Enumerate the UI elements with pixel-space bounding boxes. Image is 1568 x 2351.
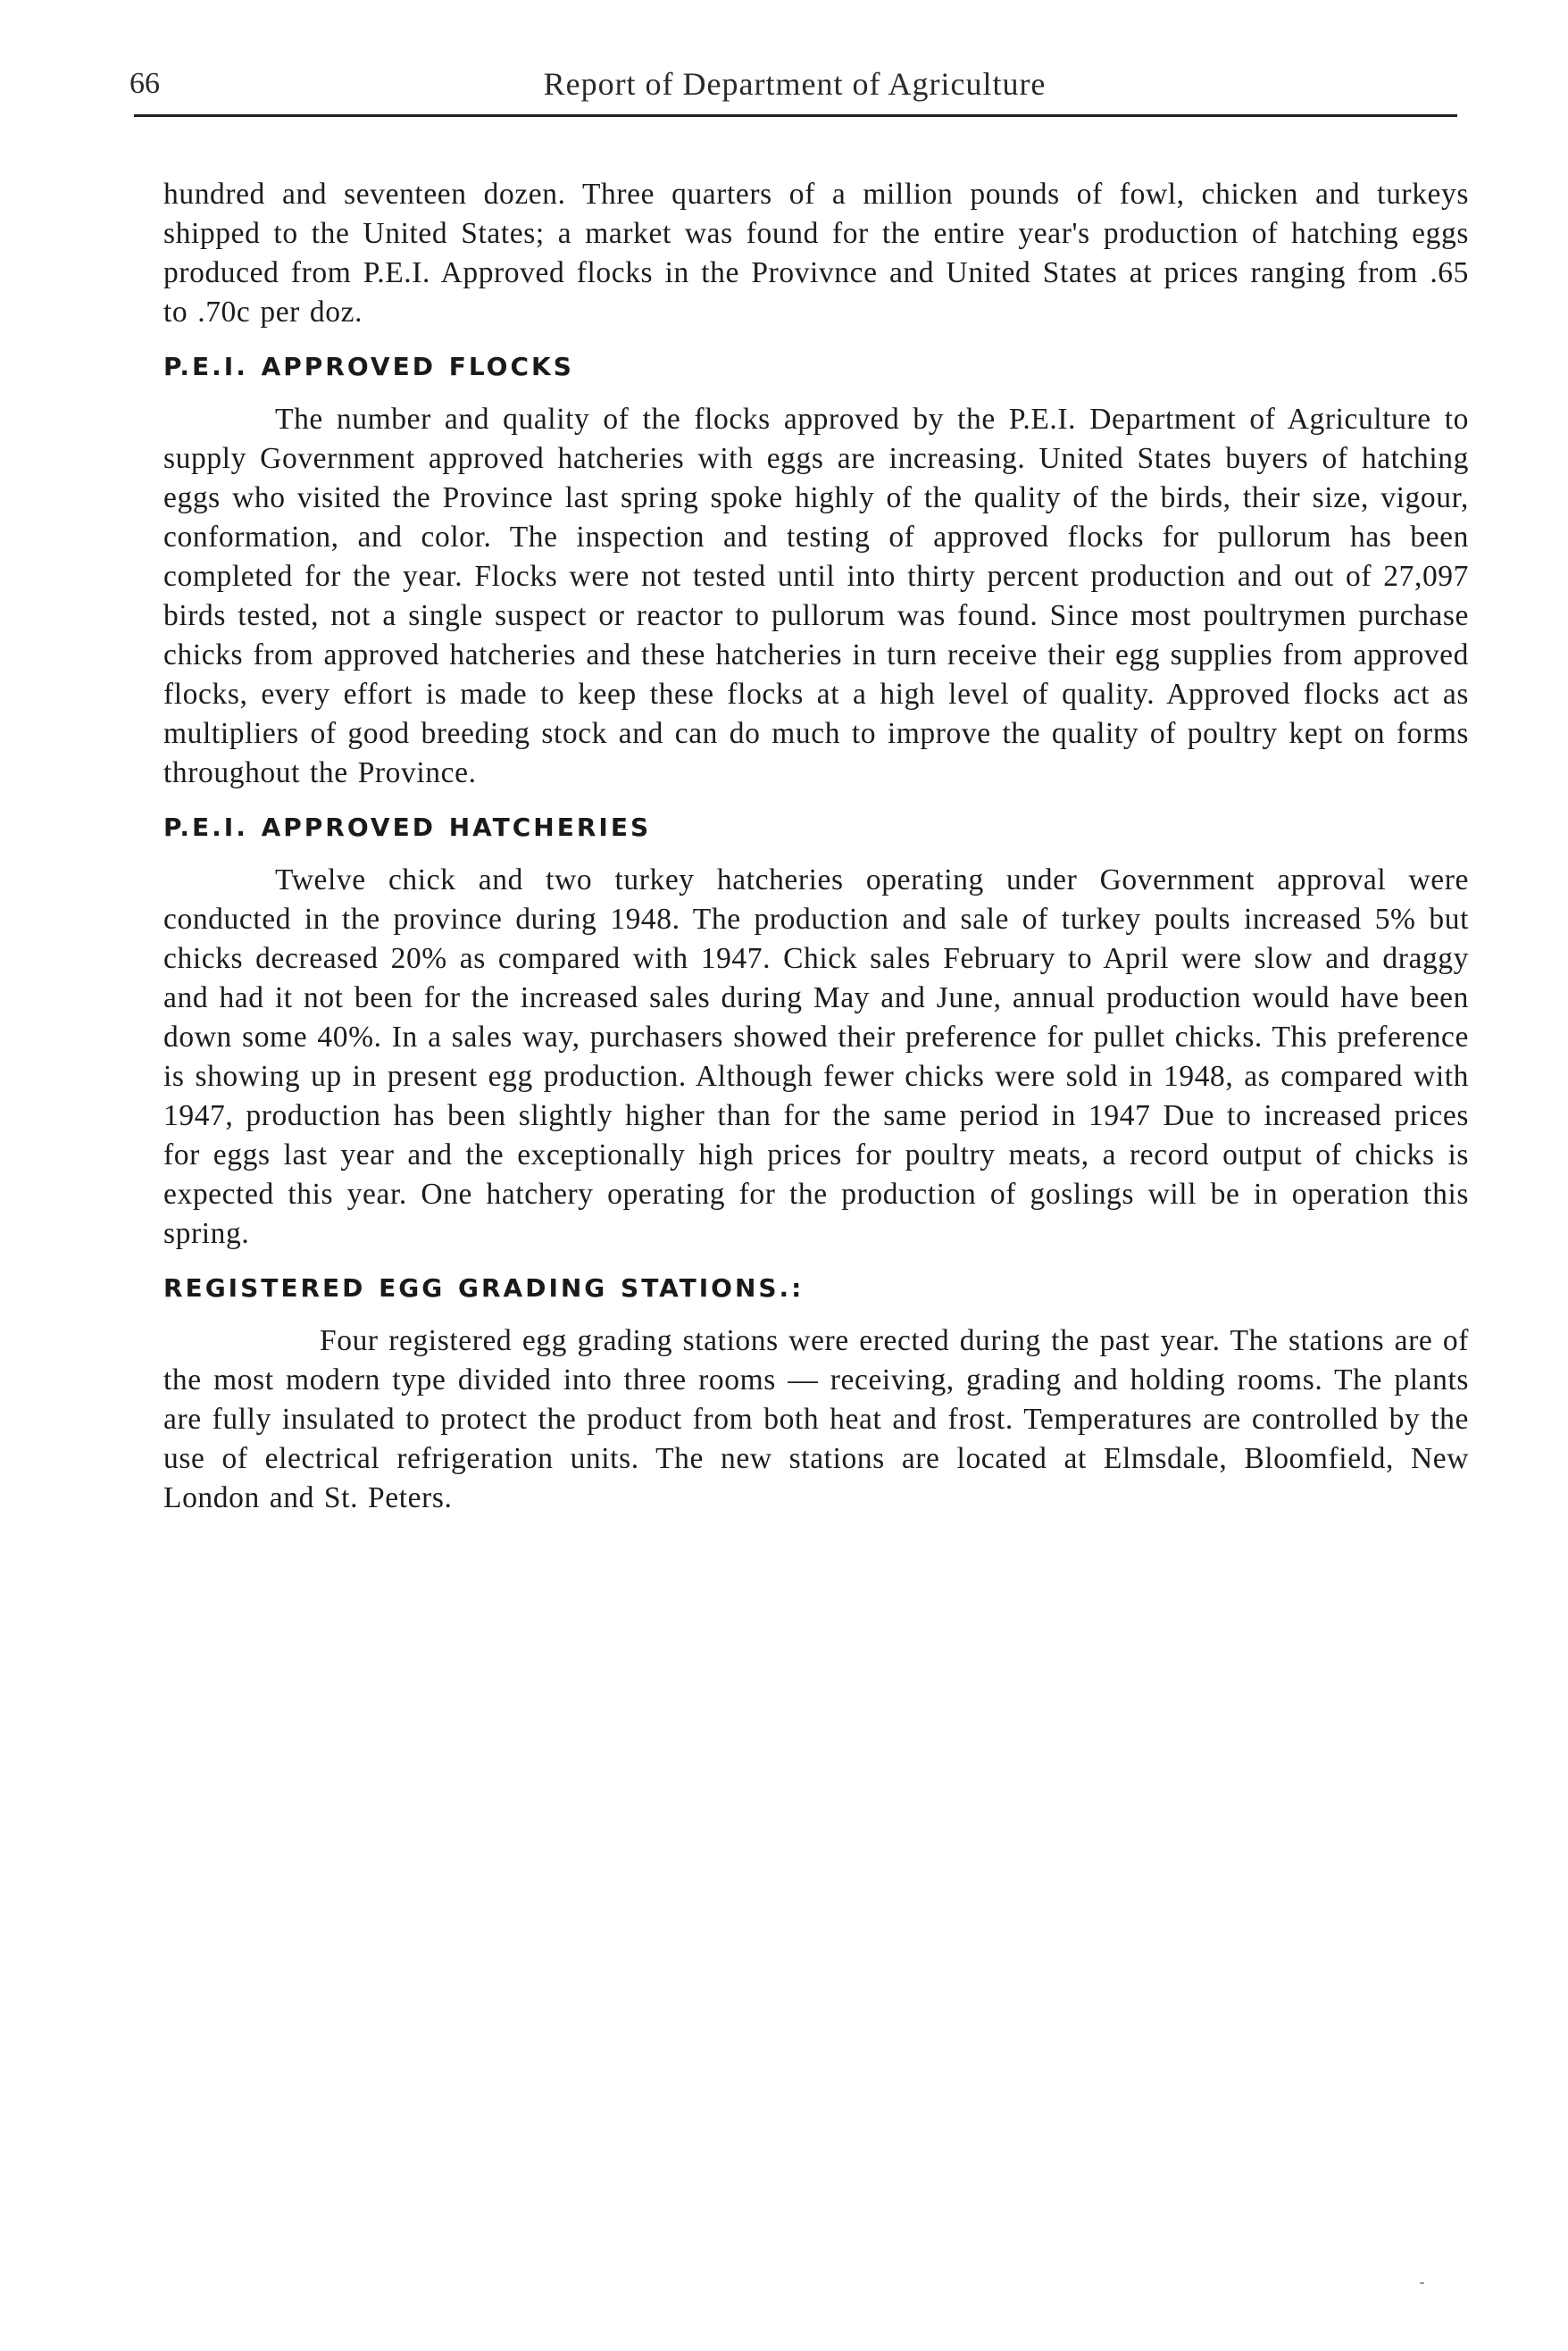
header-title: Report of Department of Agriculture [543, 66, 1047, 102]
paragraph-egg-grading-stations: Four registered egg grading stations were erected during the past year. The stations are of the most modern type divided into three rooms — receiving, grading and holding rooms. The plants are fully insulated to protect the product from both heat and frost. Temperatures are controlled by the use of electrical refrigeration units. The new stations are located at Elmsdale, Bloomfield, New London and St. Peters. [163, 1324, 1469, 1514]
intro-paragraph: hundred and seventeen dozen. Three quarters of a million pounds of fowl, chicken and turkeys shipped to the United States; a market was found for the entire year's production of hatching eggs produced from P.E.I. Approved flocks in the Provivnce and United States at prices ranging from .65 to .70c per doz. [163, 178, 1469, 329]
paragraph-approved-flocks: The number and quality of the flocks approved by the P.E.I. Department of Agriculture to supply Government approved hatcheries with eggs are increasing. United States buyers of hatching eggs who visited the Province last spring spoke highly of the quality of the birds, their size, vigour, conformation, and color. The inspection and testing of approved flocks for pullorum has been completed for the year. Flocks were not tested until into thirty percent production and out of 27,097 birds tested, not a single suspect or reactor to pullorum was found. Since most poultrymen purchase chicks from approved hatcheries and these hatcheries in turn receive their egg supplies from approved flocks, every effort is made to keep these flocks at a high level of quality. Approved flocks act as multipliers of good breeding stock and can do much to improve the quality of poultry kept on forms throughout the Province. [163, 403, 1469, 789]
section-heading-approved-hatcheries: P.E.I. APPROVED HATCHERIES [163, 813, 652, 842]
page-number: 66 [129, 67, 160, 100]
header-rule [134, 114, 1457, 117]
section-heading-egg-grading-stations: REGISTERED EGG GRADING STATIONS.: [163, 1273, 805, 1303]
body-text [163, 175, 1469, 1518]
section-heading-approved-flocks: P.E.I. APPROVED FLOCKS [163, 352, 574, 381]
scan-speck [1420, 2282, 1424, 2284]
paragraph-approved-hatcheries: Twelve chick and two turkey hatcheries operating under Government approval were conducted in the province during 1948. The production and sale of turkey poults increased 5% but chicks decreased 20% as compared with 1947. Chick sales February to April were slow and draggy and had it not been for the increased sales during May and June, annual production would have been down some 40%. In a sales way, purchasers showed their preference for pullet chicks. This preference is showing up in present egg production. Although fewer chicks were sold in 1948, as compared with 1947, production has been slightly higher than for the same period in 1947 Due to increased prices for eggs last year and the exceptionally high prices for poultry meats, a record output of chicks is expected this year. One hatchery operating for the production of goslings will be in operation this spring. [163, 863, 1469, 1250]
running-header [129, 64, 1460, 118]
